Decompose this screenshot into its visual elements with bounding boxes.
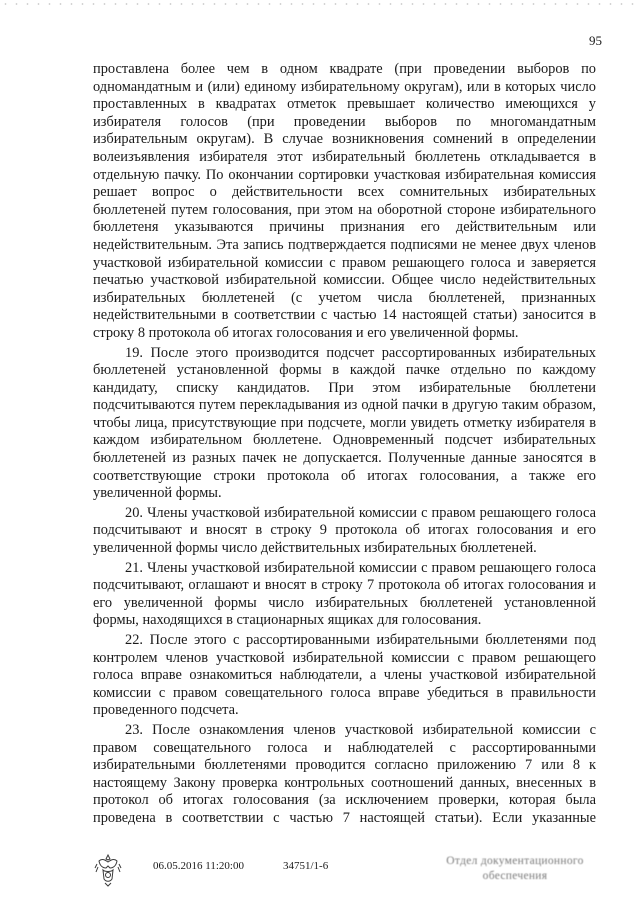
paragraph-21: 21. Члены участковой избирательной комиссии с правом решающего голоса подсчитывают, оглашают и вносят в строку 7 протокола об итогах голосования и его увеличенной формы число избирательных бюллетеней установленной формы, находящихся в стационарных ящиках для голосования.: [93, 559, 596, 629]
department-stamp: [440, 854, 590, 884]
page-number: 95: [589, 33, 602, 48]
paragraph-continuation: проставлена более чем в одном квадрате (при проведении выборов по одномандатным и (или) единому избирательному округам), или в которых число проставленных в квадратах отметок превышает количество имеющихся у избирателя голосов (при проведении выборов по многомандатным избирательным округам). В случае возникновения сомнений в определении волеизъявления избирателя этот избирательный бюллетень откладывается в отдельную пачку. По окончании сортировки участковая избирательная комиссия решает вопрос о действительности всех сомнительных избирательных бюллетеней путем голосования, при этом на оборотной стороне избирательного бюллетеня указываются причины признания его действительным или недействительным. Эта запись подтверждается подписями не менее двух членов участковой избирательной комиссии с правом решающего голоса и заверяется печатью участковой избирательной комиссии. Общее число недействительных избирательных бюллетеней (с учетом числа бюллетеней, признанных недействительными в соответствии с частью 14 настоящей статьи) заносится в строку 8 протокола об итогах голосования и его увеличенной формы.: [93, 61, 596, 341]
scan-edge-dots: [0, 0, 640, 8]
footer-timestamp: 06.05.2016 11:20:00: [153, 860, 244, 872]
stamp-line-1: Отдел документационного: [446, 855, 584, 867]
paragraph-23: 23. После ознакомления членов участковой избирательной комиссии с правом совещательного голоса и наблюдателей с рассортированными избирательными бюллетенями проводится согласно приложению 7 или 8 к настоящему Закону проверка контрольных соотношений данных, внесенных в протокол об итогах голосования (за исключением проверки, которая была проведена в соответствии с частью 7 настоящей статьи). Если указанные: [93, 721, 596, 826]
page-footer: [0, 842, 640, 902]
paragraph-19: 19. После этого производится подсчет рассортированных избирательных бюллетеней установленной формы в каждой пачке отдельно по каждому кандидату, списку кандидатов. При этом избирательные бюллетени подсчитываются путем перекладывания из одной пачки в другую таким образом, чтобы лица, присутствующие при подсчете, могли увидеть отметку избирателя в каждом избирательном бюллетене. Одновременный подсчет избирательных бюллетеней из разных пачек не допускается. Полученные данные заносятся в соответствующие строки протокола об итогах голосования, а также его увеличенной формы.: [93, 344, 596, 502]
footer-document-id: 34751/1-6: [283, 860, 329, 872]
paragraph-22: 22. После этого с рассортированными избирательными бюллетенями под контролем членов участковой избирательной комиссии с правом решающего голоса вправе ознакомиться наблюдатели, а члены участковой избирательной комиссии с правом совещательного голоса вправе убедиться в правильности проведенного подсчета.: [93, 632, 596, 719]
coat-of-arms-icon: [93, 852, 123, 888]
document-body: [93, 61, 596, 828]
paragraph-20: 20. Члены участковой избирательной комиссии с правом решающего голоса подсчитывают и вносят в строку 9 протокола об итогах голосования и его увеличенной формы число действительных избирательных бюллетеней.: [93, 504, 596, 557]
stamp-line-2: обеспечения: [482, 870, 548, 882]
